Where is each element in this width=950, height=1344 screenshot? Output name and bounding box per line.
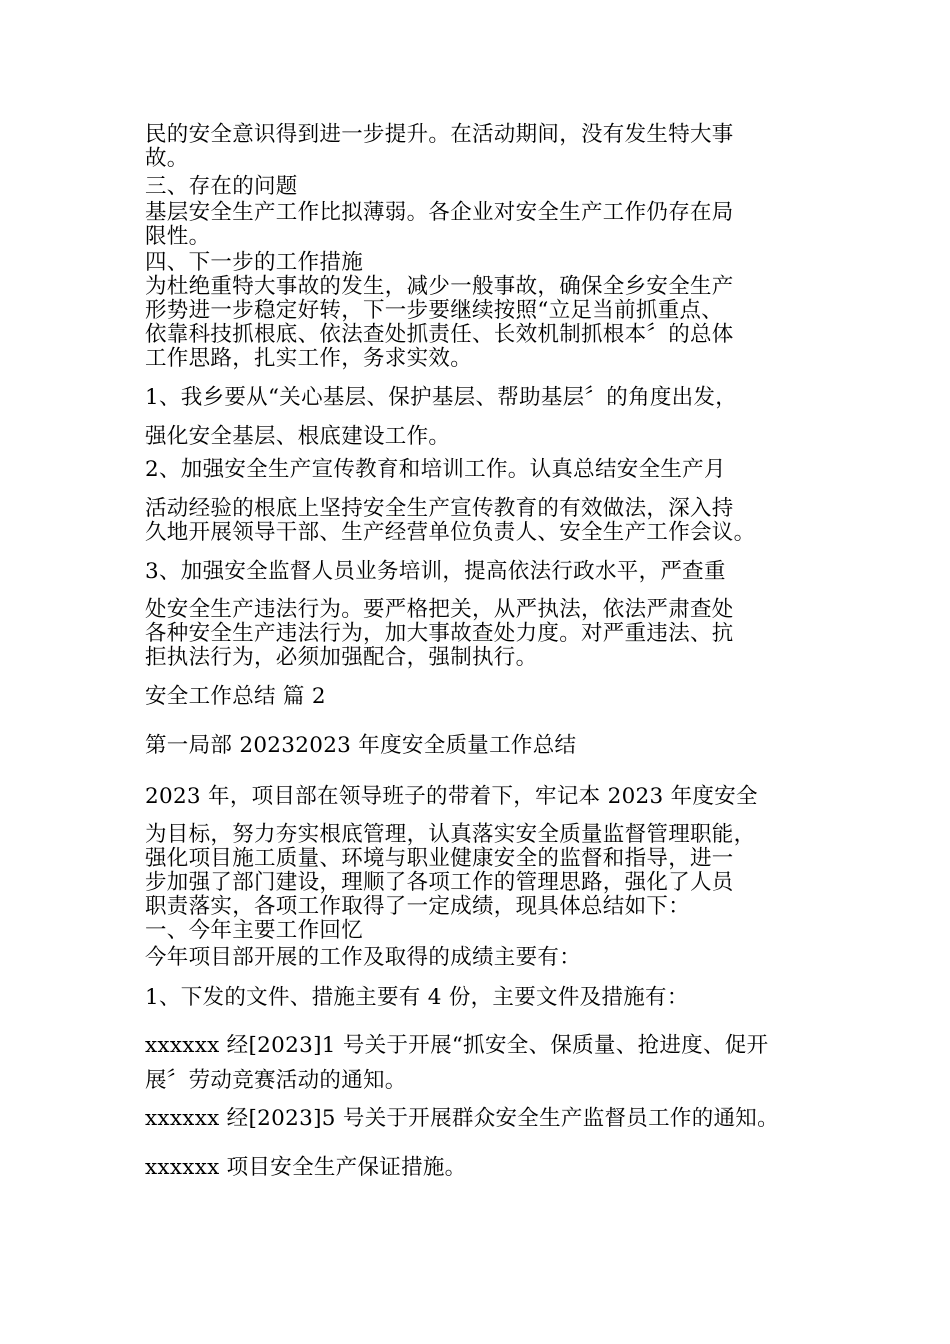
text-line: 展〞劳动竞赛活动的通知。	[145, 1068, 407, 1093]
text-line: 为目标，努力夯实根底管理，认真落实安全质量监督管理职能，	[145, 822, 756, 847]
heading-existing-problems	[145, 175, 825, 199]
document-entry-1	[145, 1034, 825, 1058]
document-entry-2	[145, 1107, 825, 1131]
text-line: 限性。	[145, 224, 211, 249]
text-line: xxxxxx 经[2023]1 号关于开展“抓安全、保质量、抢进度、促开	[145, 1033, 769, 1058]
paragraph-next-steps	[145, 275, 825, 371]
text-line: 强化项目施工质量、环境与职业健康安全的监督和指导，进一	[145, 846, 734, 871]
paragraph-achievements	[145, 946, 825, 970]
list-item-3-cont	[145, 598, 825, 670]
text-line: 处安全生产违法行为。要严格把关，从严执法，依法严肃查处	[145, 597, 734, 622]
text-line: 活动经验的根底上坚持安全生产宣传教育的有效做法，深入持	[145, 496, 734, 521]
paragraph-2023-intro	[145, 785, 825, 809]
text-line: 各种安全生产违法行为，加大事故查处力度。对严重违法、抗	[145, 621, 734, 646]
text-line: 2023 年，项目部在领导班子的带着下，牢记本 2023 年度安全	[145, 784, 758, 809]
heading-work-review	[145, 919, 825, 943]
text-line: 为杜绝重特大事故的发生，减少一般事故，确保全乡安全生产	[145, 274, 734, 299]
list-item-2-cont	[145, 497, 825, 545]
text-line: 今年项目部开展的工作及取得的成绩主要有：	[145, 945, 582, 970]
text-line: 安全工作总结 篇 2	[145, 684, 326, 709]
text-line: 久地开展领导干部、生产经营单位负责人、安全生产工作会议。	[145, 520, 756, 545]
list-item-documents	[145, 986, 825, 1010]
section-title-part-2	[145, 685, 825, 709]
paragraph-problems	[145, 201, 825, 249]
document-entry-1-cont	[145, 1069, 825, 1093]
text-line: xxxxxx 项目安全生产保证措施。	[145, 1155, 467, 1180]
text-line: 形势进一步稳定好转，下一步要继续按照“立足当前抓重点、	[145, 298, 724, 323]
heading-next-steps	[145, 251, 825, 275]
document-entry-3	[145, 1156, 825, 1180]
text-line: 强化安全基层、根底建设工作。	[145, 424, 451, 449]
text-line: 故。	[145, 146, 189, 171]
text-line: 一、今年主要工作回忆	[145, 918, 364, 943]
text-line: 2、加强安全生产宣传教育和培训工作。认真总结安全生产月	[145, 457, 726, 482]
text-line: 步加强了部门建设，理顺了各项工作的管理思路，强化了人员	[145, 870, 734, 895]
text-line: 1、我乡要从“关心基层、保护基层、帮助基层〞的角度出发，	[145, 385, 738, 410]
text-line: 基层安全生产工作比拟薄弱。各企业对安全生产工作仍存在局	[145, 200, 734, 225]
text-line: 三、存在的问题	[145, 174, 298, 199]
paragraph-2023-intro-cont	[145, 823, 825, 919]
text-line: 职责落实，各项工作取得了一定成绩，现具体总结如下：	[145, 894, 691, 919]
paragraph-activity-result	[145, 123, 825, 171]
text-line: 民的安全意识得到进一步提升。在活动期间，没有发生特大事	[145, 122, 734, 147]
text-line: 拒执法行为，必须加强配合，强制执行。	[145, 645, 538, 670]
list-item-1-cont	[145, 425, 825, 449]
list-item-1	[145, 386, 825, 410]
text-line: 1、下发的文件、措施主要有 4 份，主要文件及措施有：	[145, 985, 689, 1010]
list-item-3	[145, 560, 825, 584]
text-line: 依靠科技抓根底、依法查处抓责任、长效机制抓根本〞的总体	[145, 322, 734, 347]
text-line: xxxxxx 经[2023]5 号关于开展群众安全生产监督员工作的通知。	[145, 1106, 779, 1131]
text-line: 四、下一步的工作措施	[145, 250, 364, 275]
text-line: 工作思路，扎实工作，务求实效。	[145, 346, 473, 371]
text-line: 3、加强安全监督人员业务培训，提高依法行政水平，严查重	[145, 559, 726, 584]
heading-annual-summary	[145, 734, 825, 758]
list-item-2	[145, 458, 825, 482]
text-line: 第一局部 20232023 年度安全质量工作总结	[145, 733, 577, 758]
